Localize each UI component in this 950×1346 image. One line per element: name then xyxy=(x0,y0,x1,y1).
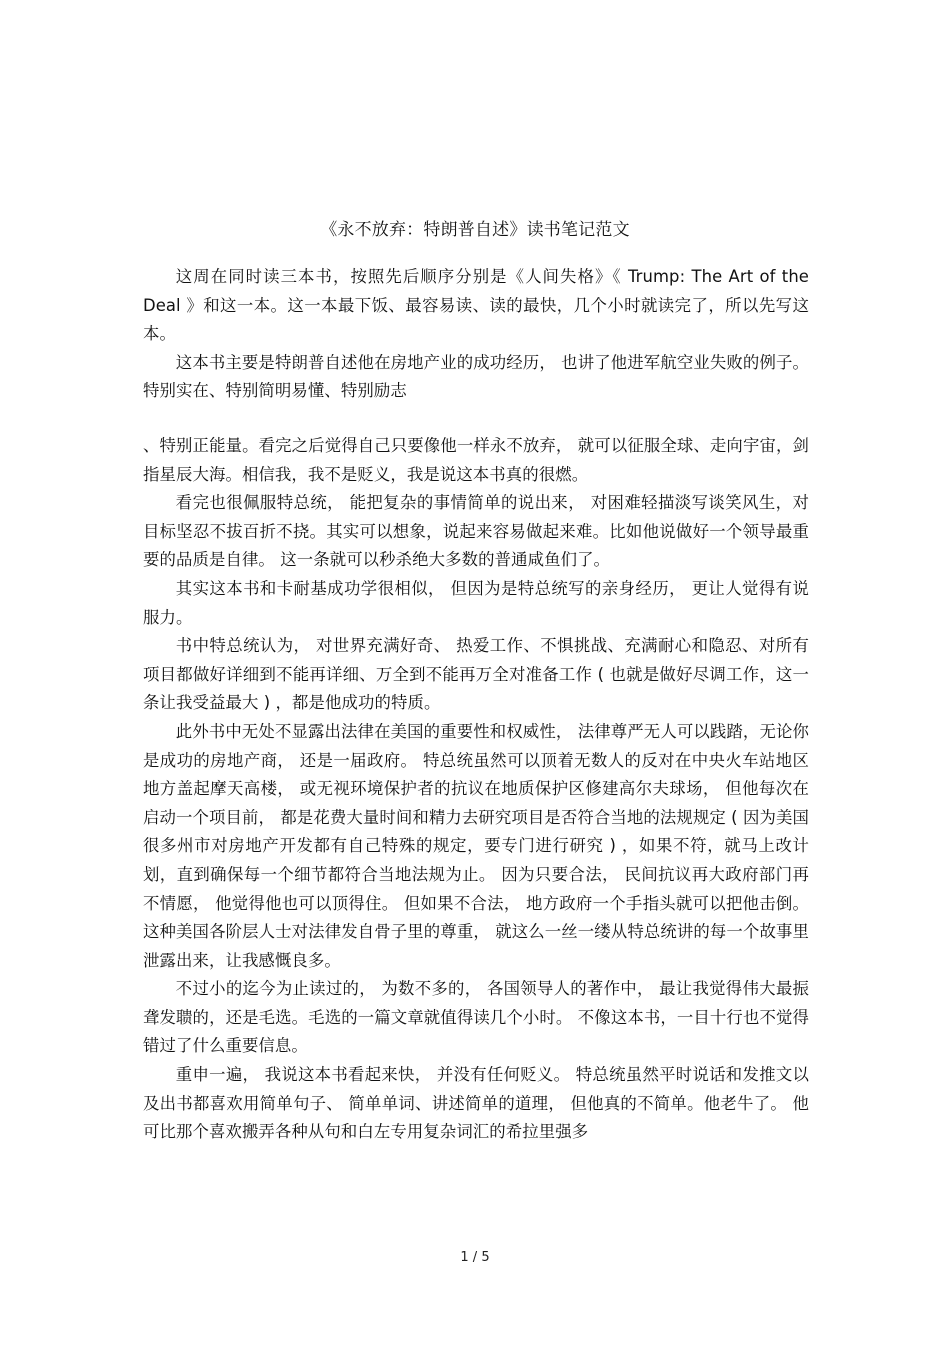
document-title: 《永不放弃：特朗普自述》读书笔记范文 xyxy=(320,220,630,240)
paragraph: 看完也很佩服特总统， 能把复杂的事情简单的说出来， 对困难轻描淡写谈笑风生，对目标坚忍不拔百折不挠。其实可以想象，说起来容易做起来难。比如他说做好一个领导最重要的品质是自律。 这一条就可以秒杀绝大多数的普通咸鱼们了。 xyxy=(143,493,809,570)
paragraph: 不过小的迄今为止读过的， 为数不多的， 各国领导人的著作中， 最让我觉得伟大最振聋发聩的，还是毛选。毛选的一篇文章就值得读几个小时。 不像这本书，一目十行也不觉得错过了什么重要信息。 xyxy=(143,979,809,1056)
paragraph: 书中特总统认为， 对世界充满好奇、 热爱工作、不惧挑战、充满耐心和隐忍、对所有项目都做好详细到不能再详细、万全到不能再万全对准备工作 ( 也就是做好尽调工作，这一条让我受益最大 ) ，都是他成功的特质。 xyxy=(143,636,809,713)
paragraph: 此外书中无处不显露出法律在美国的重要性和权威性， 法律尊严无人可以践踏，无论你是成功的房地产商， 还是一届政府。 特总统虽然可以顶着无数人的反对在中央火车站地区地方盖起摩天高楼， 或无视环境保护者的抗议在地质保护区修建高尔夫球场， 但他每次在启动一个项目前， 都是花费大量时间和精力去研究项目是否符合当地的法规规定 ( 因为美国很多州市对房地产开发都有自己特殊的规定，要专门进行研究 ) ，如果不符，就马上改计划，直到确保每一个细节都符合当地法规为止。 因为只要合法， 民间抗议再大政府部门再不情愿， 他觉得他也可以顶得住。 但如果不合法， 地方政府一个手指头就可以把他击倒。 这种美国各阶层人士对法律发自骨子里的尊重， 就这么一丝一缕从特总统讲的每一个故事里泄露出来，让我感慨良多。 xyxy=(143,721,809,970)
paragraph: 这本书主要是特朗普自述他在房地产业的成功经历， 也讲了他进军航空业失败的例子。特别实在、特别简明易懂、特别励志 xyxy=(143,352,809,401)
paragraph: 重申一遍， 我说这本书看起来快， 并没有任何贬义。 特总统虽然平时说话和发推文以及出书都喜欢用简单句子、 简单单词、讲述简单的道理， 但他真的不简单。他老牛了。 他可比那个喜欢搬弄各种从句和白左专用复杂词汇的希拉里强多 xyxy=(143,1065,809,1142)
paragraph-continuation: 、特别正能量。看完之后觉得自己只要像他一样永不放弃， 就可以征服全球、走向宇宙，剑指星辰大海。相信我，我不是贬义，我是说这本书真的很燃。 xyxy=(143,436,809,484)
paragraph: 其实这本书和卡耐基成功学很相似， 但因为是特总统写的亲身经历， 更让人觉得有说服力。 xyxy=(143,578,809,627)
paragraph: 这周在同时读三本书，按照先后顺序分别是《人间失格》《 Trump: The Art of the Deal 》和这一本。这一本最下饭、最容易读、读的最快，几个小时就读完了，所以先写这本。 xyxy=(143,267,809,344)
text-block-lower xyxy=(143,432,809,1147)
page-number: 1 / 5 xyxy=(460,1250,490,1265)
text-block-upper xyxy=(143,263,809,406)
